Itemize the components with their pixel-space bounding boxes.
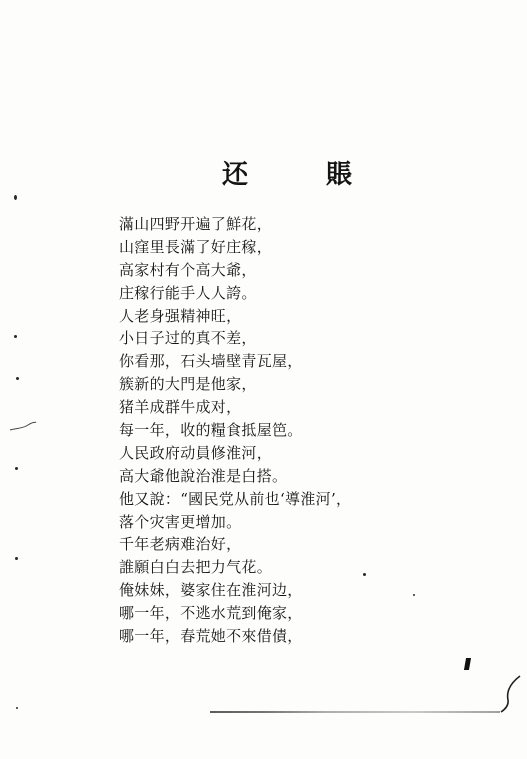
poem-line: 你看那，石头墙壁青瓦屋， <box>119 352 303 371</box>
scan-scratch <box>8 420 38 434</box>
poem-line: 誰願白白去把力气花。 <box>119 558 273 577</box>
poem-line: 落个灾害更增加。 <box>119 512 242 531</box>
poem-line: 人民政府动員修淮河， <box>119 443 273 462</box>
poem-body <box>119 213 351 648</box>
poem-line: 他又說：“國民党从前也‘導淮河’， <box>119 489 352 508</box>
poem-line: 俺妹妹，婆家住在淮河边， <box>119 581 303 600</box>
page-curl-mark <box>500 674 522 714</box>
poem-line: 滿山四野开遍了鮮花， <box>119 215 273 233</box>
scan-speck <box>413 594 415 596</box>
page-edge-shadow <box>210 711 500 713</box>
poem-line: 簇新的大門是他家， <box>119 375 257 394</box>
poem-line: 猪羊成群牛成对， <box>119 398 242 417</box>
poem-line: 高家村有个高大爺， <box>119 260 257 279</box>
poem-line: 哪一年，不逃水荒到俺家， <box>119 604 303 623</box>
scan-speck <box>15 557 18 560</box>
poem-line: 每一年，收的糧食抵屋笆。 <box>119 421 303 440</box>
poem-line: 人老身强精神旺， <box>119 306 242 325</box>
scan-speck <box>16 707 18 709</box>
poem-line: 哪一年，春荒她不來借債， <box>119 627 303 646</box>
poem-line: 小日子过的真不差， <box>119 329 257 348</box>
title-char-2: 賬 <box>325 160 352 190</box>
ink-mark <box>464 658 471 670</box>
scan-speck <box>14 195 17 200</box>
poem-title <box>222 158 352 192</box>
title-char-1: 还 <box>222 160 249 190</box>
scan-speck <box>14 335 17 338</box>
scan-speck <box>363 573 366 576</box>
poem-line: 高大爺他說治淮是白搭。 <box>119 466 288 485</box>
scan-speck <box>16 377 19 380</box>
poem-line: 庄稼行能手人人誇。 <box>119 283 257 302</box>
scan-speck <box>15 467 18 470</box>
poem-line: 山窪里長滿了好庄稼， <box>119 237 273 256</box>
poem-line: 千年老病难治好， <box>119 535 242 554</box>
